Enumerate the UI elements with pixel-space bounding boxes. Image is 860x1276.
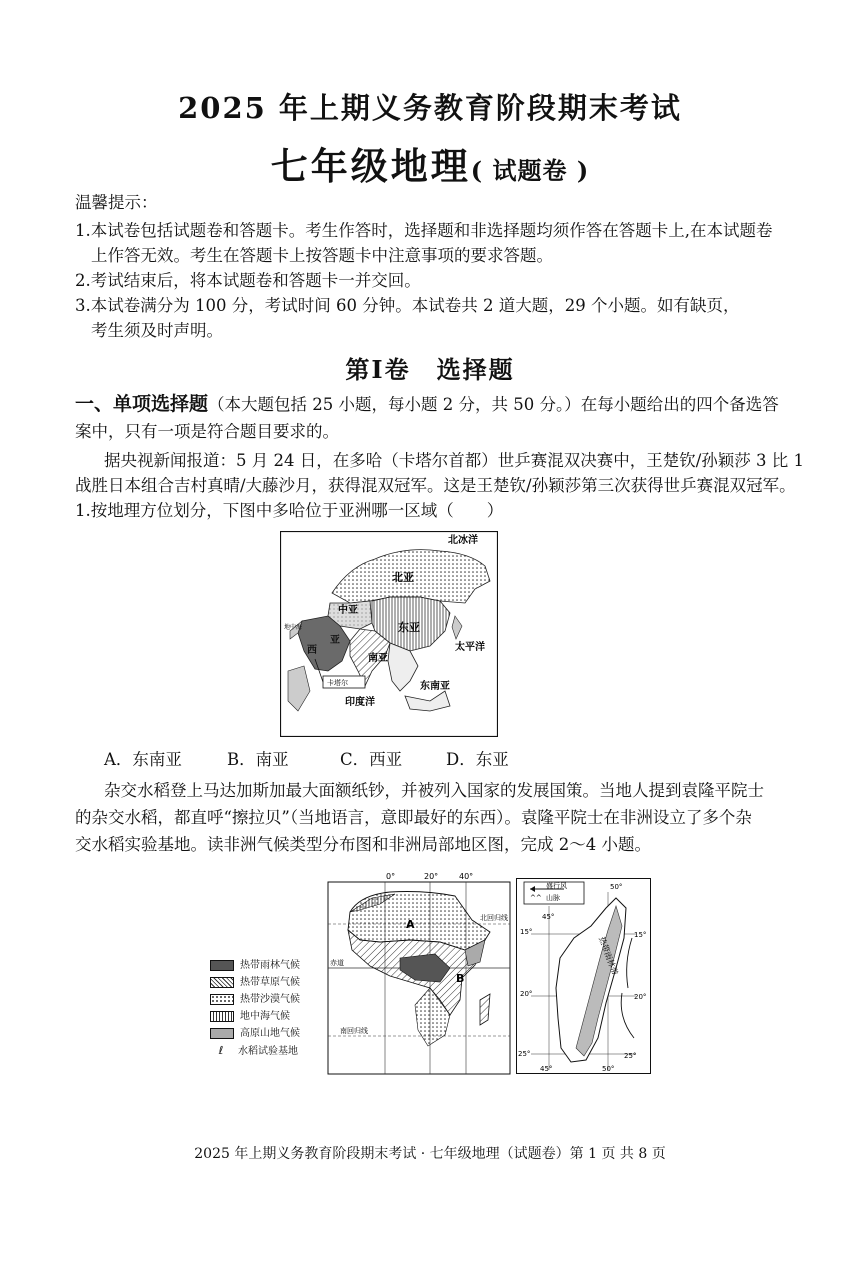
south-asia-label: 南亚: [368, 653, 388, 664]
passage1-line-1: 据央视新闻报道：5 月 24 日，在多哈（卡塔尔首都）世乒赛混双决赛中，王楚钦/孙颖莎 3 比 1: [104, 451, 805, 470]
qatar-label: 卡塔尔: [327, 679, 348, 687]
lon-50-top: 50°: [610, 883, 623, 891]
notice-line-1b: 上作答无效。考生在答题卡上按答题卡中注意事项的要求答题。: [91, 246, 553, 265]
central-asia-label: 中亚: [338, 605, 358, 616]
notice-line-3b: 考生须及时声明。: [91, 321, 223, 340]
lat-25-right: 25°: [624, 1052, 637, 1060]
notice-line-1: 1.本试卷包括试题卷和答题卡。考生作答时，选择题和非选择题均须作答在答题卡上,在本试题卷: [75, 221, 773, 240]
point-b-label: B: [456, 972, 465, 985]
passage2-line-1: 杂交水稻登上马达加斯加最大面额纸钞，并被列入国家的发展国策。当地人提到袁隆平院士: [104, 781, 764, 800]
climate-legend: [210, 957, 300, 1060]
indian-ocean-label: 印度洋: [345, 697, 375, 708]
rice-base-icon: ℓ: [218, 1044, 224, 1057]
subject-main: 七年级地理: [270, 144, 471, 188]
rainforest-belt-label: 热带雨林带: [597, 935, 620, 977]
madagascar-map: [516, 878, 651, 1074]
lat-15-right: 15°: [634, 931, 647, 939]
passage2-line-3: 交水稻实验基地。读非洲气候类型分布图和非洲局部地区图，完成 2～4 小题。: [75, 835, 651, 854]
lat-20-right: 20°: [634, 993, 647, 1001]
asia-region-map: [280, 531, 498, 737]
equator-label: 赤道: [330, 959, 344, 967]
pacific-ocean-label: 太平洋: [455, 642, 485, 653]
legend-highland: 高原山地气候: [210, 1025, 300, 1042]
part-desc-2: 案中，只有一项是符合题目要求的。: [75, 422, 339, 441]
north-asia-label: 北亚: [392, 571, 414, 584]
lon-0-label: 0°: [386, 872, 396, 881]
notice-line-3: 3.本试卷满分为 100 分，考试时间 60 分钟。本试卷共 2 道大题，29 个小题。如有缺页，: [75, 296, 740, 315]
passage2-line-2: 的杂交水稻，都直呼“擦拉贝”（当地语言，意即最好的东西）。袁隆平院士在非洲设立了多个杂: [75, 808, 752, 827]
tropic-of-cancer-label: 北回归线: [480, 914, 508, 922]
section-title: 第Ⅰ卷 选择题: [345, 355, 515, 384]
part-desc: （本大题包括 25 小题，每小题 2 分，共 50 分。）在每小题给出的四个备选答: [208, 395, 779, 414]
exam-title: 2025 年上期义务教育阶段期末考试: [178, 91, 682, 125]
option-b: B．南亚: [227, 750, 289, 769]
subject-title: [0, 136, 860, 190]
part-label: 一、单项选择题: [75, 393, 209, 415]
southeast-asia-label: 东南亚: [420, 681, 450, 692]
lat-25-left: 25°: [518, 1050, 531, 1058]
legend-rice-base: ℓ 水稻试验基地: [210, 1042, 300, 1060]
option-c: C．西亚: [340, 750, 403, 769]
lon-45-bottom: 45°: [540, 1065, 553, 1073]
question-1-stem: 1.按地理方位划分，下图中多哈位于亚洲哪一区域（ ）: [75, 501, 504, 520]
part-heading: [75, 393, 779, 416]
lon-45-top: 45°: [542, 913, 555, 921]
notice-line-2: 2.考试结束后，将本试题卷和答题卡一并交回。: [75, 271, 421, 290]
west-asia-label-a: 西: [307, 645, 317, 656]
passage1-line-2: 战胜日本组合吉村真晴/大藤沙月，获得混双冠军。这是王楚钦/孙颖莎第三次获得世乒赛混双冠军。: [75, 476, 796, 495]
page-footer: 2025 年上期义务教育阶段期末考试 · 七年级地理（试题卷）第 1 页 共 8 页: [194, 1146, 666, 1162]
arctic-ocean-label: 北冰洋: [448, 535, 478, 546]
west-asia-label-b: 亚: [330, 635, 340, 646]
legend-rainforest: 热带雨林气候: [210, 957, 300, 974]
notice-heading: 温馨提示：: [75, 193, 158, 212]
lat-20-left: 20°: [520, 990, 533, 998]
lat-15-left: 15°: [520, 928, 533, 936]
tropic-of-capricorn-label: 南回归线: [340, 1027, 368, 1035]
lon-20-label: 20°: [424, 872, 439, 881]
option-d: D．东亚: [446, 750, 509, 769]
point-a-label: A: [406, 918, 415, 931]
legend-desert: 热带沙漠气候: [210, 991, 300, 1008]
mountain-legend-icon: ^^: [530, 894, 542, 902]
legend-mediterranean: 地中海气候: [210, 1008, 300, 1025]
mediterranean-label: 地中海: [284, 624, 303, 631]
mountain-label: 山脉: [546, 894, 560, 902]
subject-sub: ( 试题卷 ): [470, 156, 590, 185]
lon-40-label: 40°: [459, 872, 474, 881]
east-asia-label: 东亚: [398, 621, 420, 634]
legend-savanna: 热带草原气候: [210, 974, 300, 991]
wind-label: 盛行风: [546, 882, 567, 890]
option-a: A．东南亚: [104, 750, 182, 769]
lon-50-bottom: 50°: [602, 1065, 615, 1073]
